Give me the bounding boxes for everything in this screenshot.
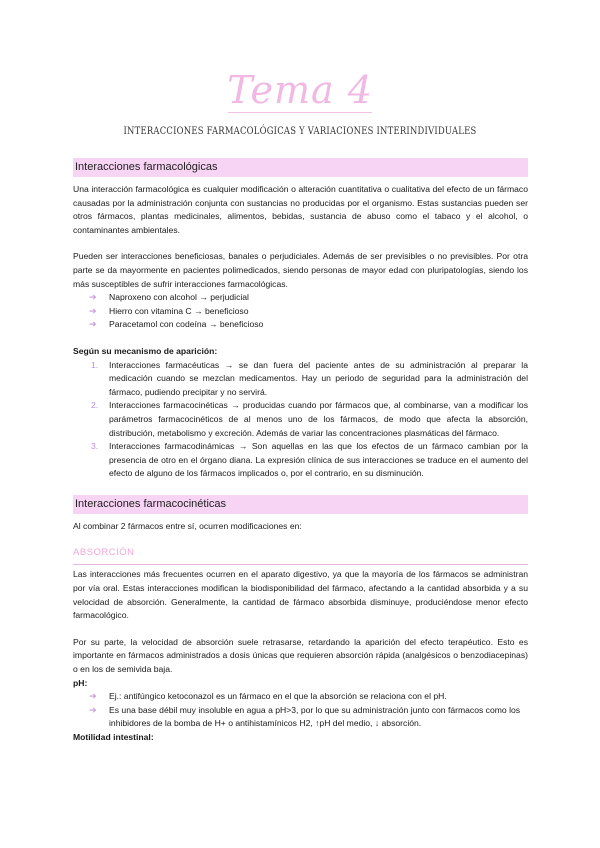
paragraph-intro: Al combinar 2 fármacos entre sí, ocurren modificaciones en: [73,520,302,531]
list-item: ➔ Hierro con vitamina C → beneficioso [73,305,528,319]
title-divider [228,112,372,113]
list-item: ➔ Es una base débil muy insoluble en agua a pH>3, por lo que su administración junto con fármacos como los inhibidores de la bomba de H+ o antihistamínicos H2, ↑pH del medio, ↓ absorción. [89,704,521,729]
section-heading-interacciones-farmacologicas: Interacciones farmacológicas [73,158,528,177]
mechanism-label: Según su mecanismo de aparición: [73,345,218,356]
paragraph-definition: Una interacción farmacológica es cualquier modificación o alteración cuantitativa o cualitativa del efecto de un fármaco causadas por la administración conjunta con sustancias no producidas por el organismo. Estas sustancias pueden ser otros fármacos, plantas medicinales, alimentos, bebidas, sustancia de abuso como el tabaco y el alcohol, o contaminantes ambientales. [73,184,528,235]
paragraph-absorption-1: Las interacciones más frecuentes ocurren en el aparato digestivo, ya que la mayoría de los fármacos se administran por vía oral. Estas interacciones modifican la biodisponibilidad del fármaco, afectando a la cantidad absorbida y a su velocidad de absorción. Generalmente, la cantidad de fármaco absorbida disminuye, produciéndose menor efecto farmacológico. [73,569,528,621]
ph-list [73,690,528,731]
list-item: 2. Interacciones farmacocinéticas → producidas cuando por fármacos que, al combinarse, van a modificar los parámetros farmacocinéticos de al menos uno de los fármacos, de modo que afecta la absorción, distribución, metabolismo y excreción. Además de variar las concentraciones plasmáticas del fármaco. [91,400,528,438]
paragraph-absorption-2: Por su parte, la velocidad de absorción suele retrasarse, retardando la aparición del efecto terapéutico. Esto es importante en fármacos administrados a dosis únicas que requieren absorción rápida (analgésicos o benzodiacepinas) o en los de semivida baja. [73,636,528,675]
arrow-right-icon: ➔ [89,319,97,330]
arrow-right-icon: ➔ [89,292,97,303]
examples-list [73,291,528,332]
list-item: ➔ Paracetamol con codeína → beneficioso [73,318,528,332]
arrow-right-icon: ➔ [89,704,97,715]
subheading-absorcion: ABSORCIÓN [73,545,528,565]
list-item: 3. Interacciones farmacodinámicas → Son aquellas en las que los efectos de un fármaco cambian por la presencia de otro en el órgano diana. La expresión clínica de sus interacciones se traduce en el aumento del efecto de alguno de los fármacos implicados o, por el contrario, en su disminución. [91,441,528,479]
main-content [73,158,528,745]
arrow-right-icon: ➔ [89,305,97,316]
list-item: ➔ Naproxeno con alcohol → perjudicial [73,291,528,305]
arrow-right-icon: ➔ [89,691,97,702]
list-item: ➔ Ej.: antifúngico ketoconazol es un fármaco en el que la absorción se relaciona con el pH. [73,690,528,704]
page-title: Tema 4 [227,68,373,112]
paragraph-types: Pueden ser interacciones beneficiosas, banales o perjudiciales. Además de ser previsibles o no previsibles. Por otra parte se da mayormente en pacientes polimedicados, siendo personas de mayor edad con pluripatologías, siendo los más susceptibles de sufrir interacciones farmacológicas. [73,251,528,289]
motility-label: Motilidad intestinal: [73,732,154,742]
ph-label: pH: [73,677,88,688]
list-item: 1. Interacciones farmacéuticas → se dan fuera del paciente antes de su administración al preparar la medicación cuando se mezclan medicamentos. Hay un periodo de seguridad para la administración del fármaco, pudiendo precipitar y no servirá. [91,359,528,397]
mechanisms-list [73,359,528,481]
page-subtitle: INTERACCIONES FARMACOLÓGICAS Y VARIACIONES INTERINDIVIDUALES [123,125,477,137]
section-heading-interacciones-farmacocineticas: Interacciones farmacocinéticas [73,495,528,514]
